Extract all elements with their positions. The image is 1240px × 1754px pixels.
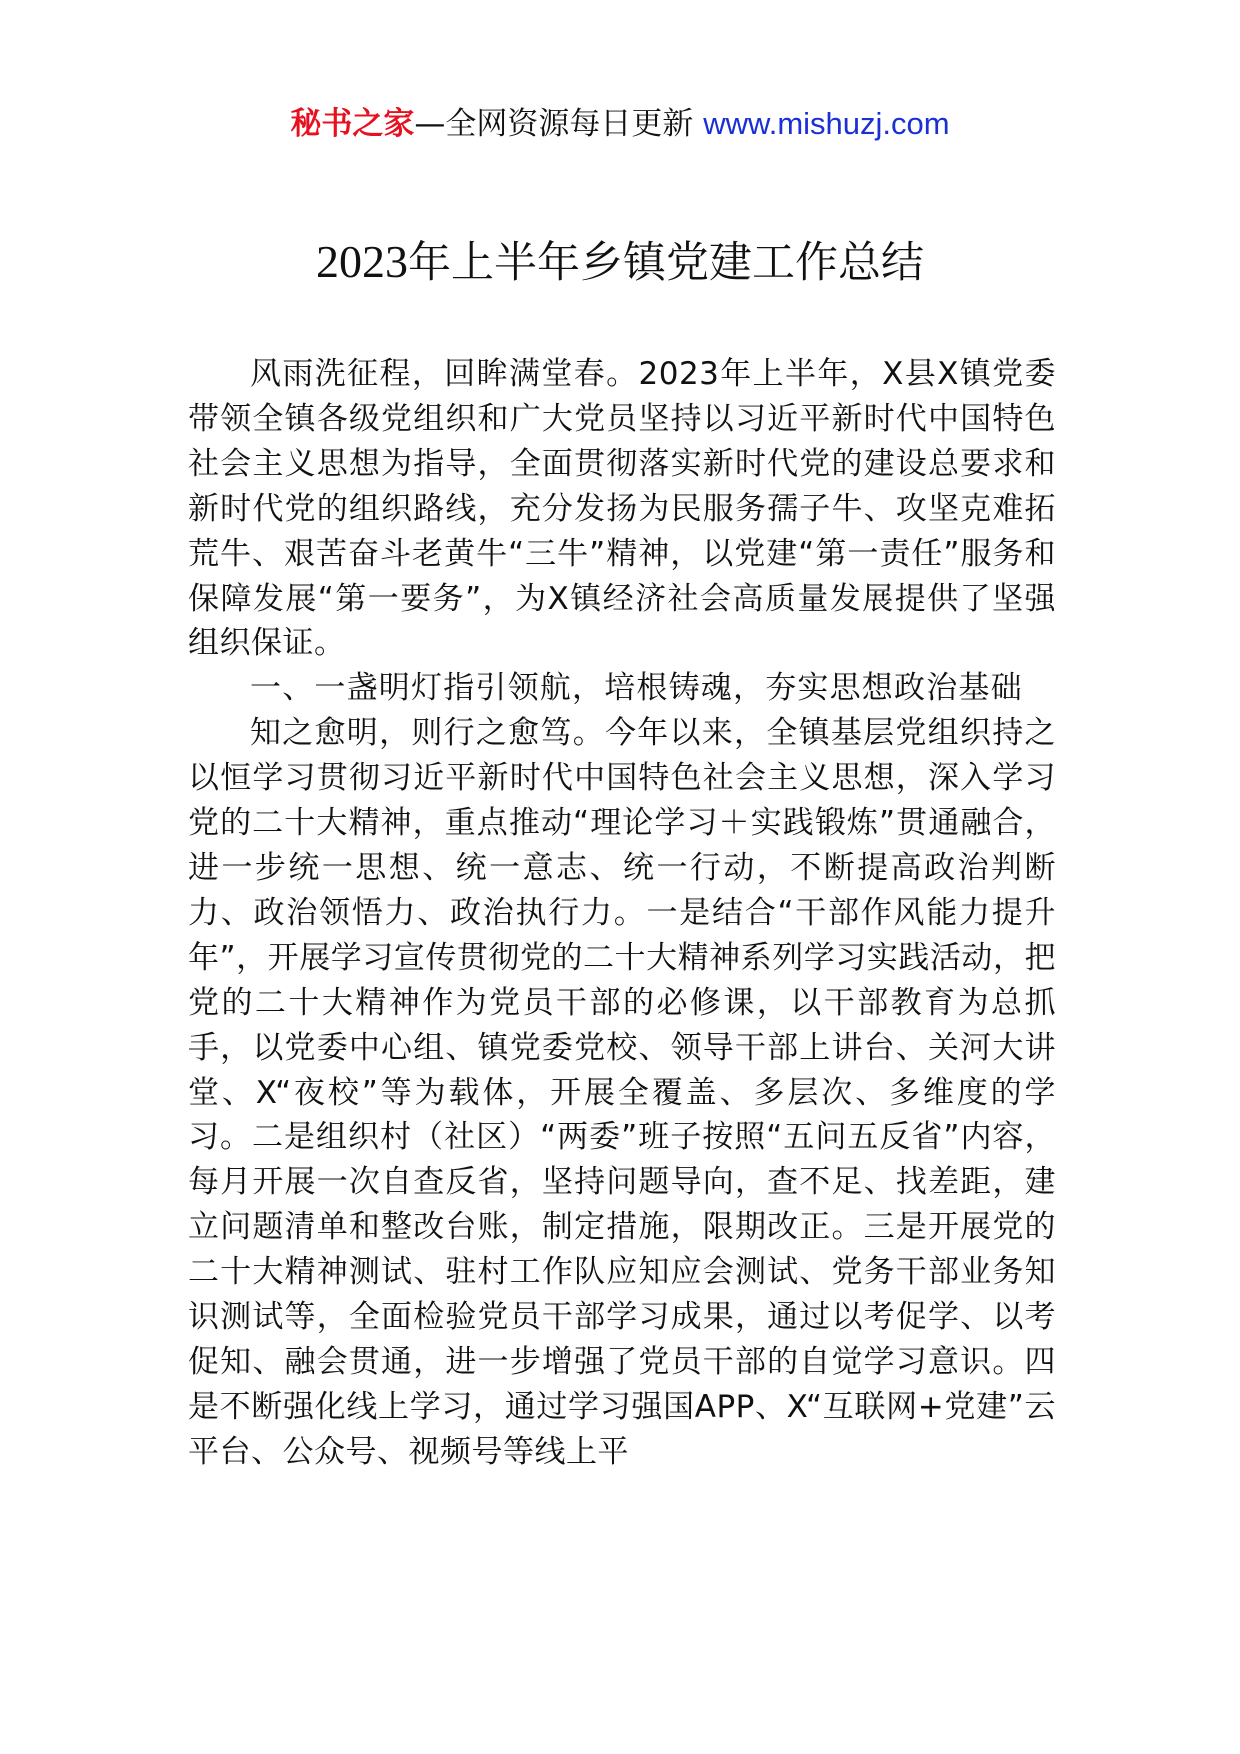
body-paragraph: 知之愈明，则行之愈笃。今年以来，全镇基层党组织持之以恒学习贯彻习近平新时代中国特色社会主义思想，深入学习党的二十大精神，重点推动“理论学习＋实践锻炼”贯通融合，进一步统一思想、统一意志、统一行动，不断提高政治判断力、政治领悟力、政治执行力。一是结合“干部作风能力提升年”，开展学习宣传贯彻党的二十大精神系列学习实践活动，把党的二十大精神作为党员干部的必修课，以干部教育为总抓手，以党委中心组、镇党委党校、领导干部上讲台、关河大讲堂、X“夜校”等为载体，开展全覆盖、多层次、多维度的学习。二是组织村（社区）“两委”班子按照“五问五反省”内容，每月开展一次自查反省，坚持问题导向，查不足、找差距，建立问题清单和整改台账，制定措施，限期改正。三是开展党的二十大精神测试、驻村工作队应知应会测试、党务干部业务知识测试等，全面检验党员干部学习成果，通过以考促学、以考促知、融会贯通，进一步增强了党员干部的自觉学习意识。四是不断强化线上学习，通过学习强国APP、X“互联网+党建”云平台、公众号、视频号等线上平 [188, 715, 1056, 1470]
document-body [188, 352, 1056, 1475]
site-header [0, 102, 1240, 146]
brand-name: 秘书之家 [290, 106, 415, 142]
header-tagline: —全网资源每日更新 [414, 106, 694, 142]
site-url: www.mishuzj.com [703, 106, 950, 141]
title-year: 2023 [316, 236, 408, 287]
document-title [0, 232, 1240, 293]
section-heading: 一、一盏明灯指引领航，培根铸魂，夯实思想政治基础 [250, 670, 1023, 707]
title-text: 年上半年乡镇党建工作总结 [408, 238, 924, 288]
intro-paragraph: 风雨洗征程，回眸满堂春。2023年上半年，X县X镇党委带领全镇各级党组织和广大党员坚持以习近平新时代中国特色社会主义思想为指导，全面贯彻落实新时代党的建设总要求和新时代党的组织路线，充分发扬为民服务孺子牛、攻坚克难拓荒牛、艰苦奋斗老黄牛“三牛”精神，以党建“第一责任”服务和保障发展“第一要务”，为X镇经济社会高质量发展提供了坚强组织保证。 [188, 356, 1056, 662]
